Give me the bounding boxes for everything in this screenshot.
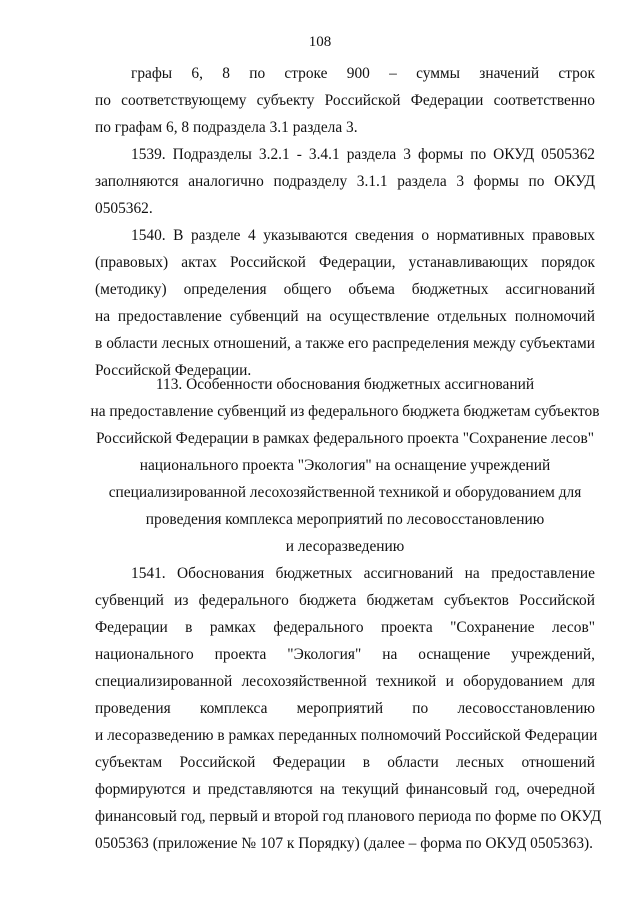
paragraph-line: графы 6, 8 по строке 900 – суммы значений строк xyxy=(131,65,595,82)
paragraph-1540-line: (правовых) актах Российской Федерации, устанавливающих порядок xyxy=(95,254,595,271)
paragraph-1539-line: 0505362. xyxy=(95,200,153,217)
section-heading-line: на предоставление субвенций из федерального бюджета бюджетам субъектов xyxy=(90,403,600,420)
paragraph-1541-line: и лесоразведению в рамках переданных полномочий Российской Федерации xyxy=(95,727,598,744)
paragraph-1541-line: национального проекта "Экология" на оснащение учреждений, xyxy=(95,646,595,663)
section-heading-line: национального проекта "Экология" на оснащение учреждений xyxy=(139,457,551,474)
section-heading-line: проведения комплекса мероприятий по лесовосстановлению xyxy=(145,511,545,528)
paragraph-line: по графам 6, 8 подраздела 3.1 раздела 3. xyxy=(95,119,358,136)
paragraph-1541-line: субвенций из федерального бюджета бюджетам субъектов Российской xyxy=(95,592,595,609)
paragraph-1539-line: заполняются аналогично подразделу 3.1.1 раздела 3 формы по ОКУД xyxy=(95,173,595,190)
paragraph-1541-line: финансовый год, первый и второй год планового периода по форме по ОКУД xyxy=(95,808,602,825)
paragraph-1540-line: (методику) определения общего объема бюджетных ассигнований xyxy=(95,281,595,298)
paragraph-1541-line: проведения комплекса мероприятий по лесовосстановлению xyxy=(95,700,595,717)
page-number: 108 xyxy=(308,34,332,50)
paragraph-1541-line: 1541. Обоснования бюджетных ассигнований на предоставление xyxy=(131,565,595,582)
paragraph-1540-line: 1540. В разделе 4 указываются сведения о нормативных правовых xyxy=(131,227,595,244)
paragraph-1541-line: Федерации в рамках федерального проекта "Сохранение лесов" xyxy=(95,619,595,636)
paragraph-1540-line: Российской Федерации. xyxy=(95,362,252,379)
paragraph-1541-line: 0505363 (приложение № 107 к Порядку) (далее – форма по ОКУД 0505363). xyxy=(95,835,594,852)
section-heading-line: специализированной лесохозяйственной техникой и оборудованием для xyxy=(108,484,582,501)
paragraph-1540-line: в области лесных отношений, а также его распределения между субъектами xyxy=(95,335,595,352)
section-heading-line: и лесоразведению xyxy=(285,538,405,555)
paragraph-1541-line: формируются и представляются на текущий финансовый год, очередной xyxy=(95,781,595,798)
paragraph-1539-line: 1539. Подразделы 3.2.1 - 3.4.1 раздела 3 формы по ОКУД 0505362 xyxy=(131,146,595,163)
section-heading-line: 113. Особенности обоснования бюджетных ассигнований xyxy=(155,376,535,393)
paragraph-1540-line: на предоставление субвенций на осуществление отдельных полномочий xyxy=(95,308,595,325)
paragraph-1541-line: специализированной лесохозяйственной техникой и оборудованием для xyxy=(95,673,595,690)
paragraph-line: по соответствующему субъекту Российской Федерации соответственно xyxy=(95,92,595,109)
paragraph-1541-line: субъектам Российской Федерации в области лесных отношений xyxy=(95,754,595,771)
section-heading-line: Российской Федерации в рамках федерального проекта "Сохранение лесов" xyxy=(95,430,595,447)
